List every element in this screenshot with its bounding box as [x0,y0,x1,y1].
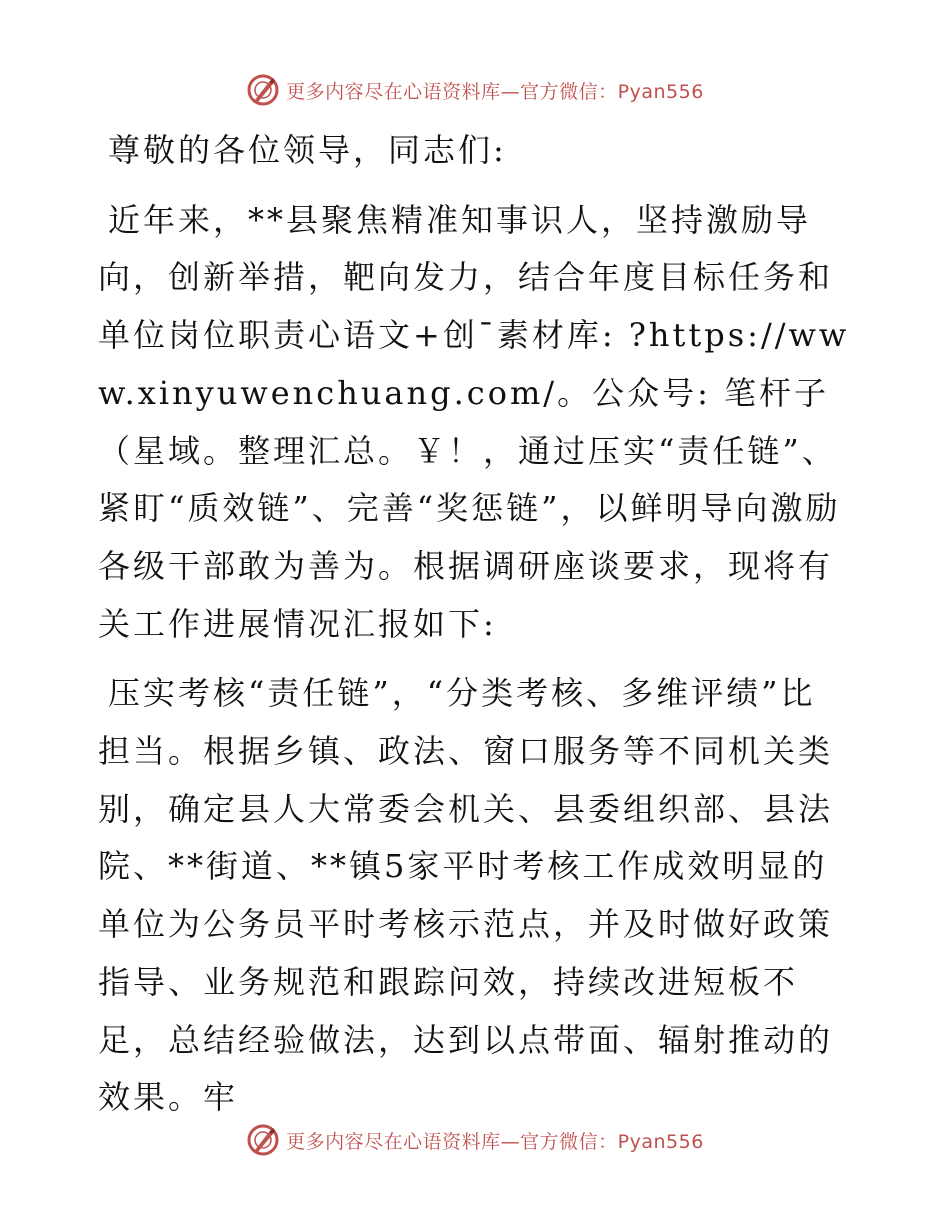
footer-watermark-banner [0,1120,950,1160]
document-body [98,122,850,1127]
watermark-text: 更多内容尽在心语资料库—官方微信：Pyan556 [286,1130,704,1153]
watermark-text: 更多内容尽在心语资料库—官方微信：Pyan556 [286,80,704,103]
pen-circle-logo-icon [246,73,280,107]
paragraph-intro: 近年来，**县聚焦精准知事识人，坚持激励导向，创新举措，靶向发力，结合年度目标任务和单位岗位职责心语文+创¯素材库: ?https://www.xinyuwenchuang.com/。公众号: 笔杆子（星域。整理汇总。￥！，通过压实“责任链”、紧盯“质效链”、完善“奖惩链”，以鲜明导向激励各级干部敢为善为。根据调研座谈要求，现将有关工作进展情况汇报如下: [98,200,850,643]
pen-circle-logo-icon [246,1123,280,1157]
salutation: 尊敬的各位领导，同志们: [108,131,507,169]
header-watermark-banner [0,70,950,110]
paragraph-responsibility-chain: 压实考核“责任链”，“分类考核、多维评绩”比担当。根据乡镇、政法、窗口服务等不同机关类别，确定县人大常委会机关、县委组织部、县法院、**街道、**镇5家平时考核工作成效明显的单位为公务员平时考核示范点，并及时做好政策指导、业务规范和跟踪问效，持续改进短板不足，总结经验做法，达到以点带面、辐射推动的效果。牢 [98,674,834,1117]
